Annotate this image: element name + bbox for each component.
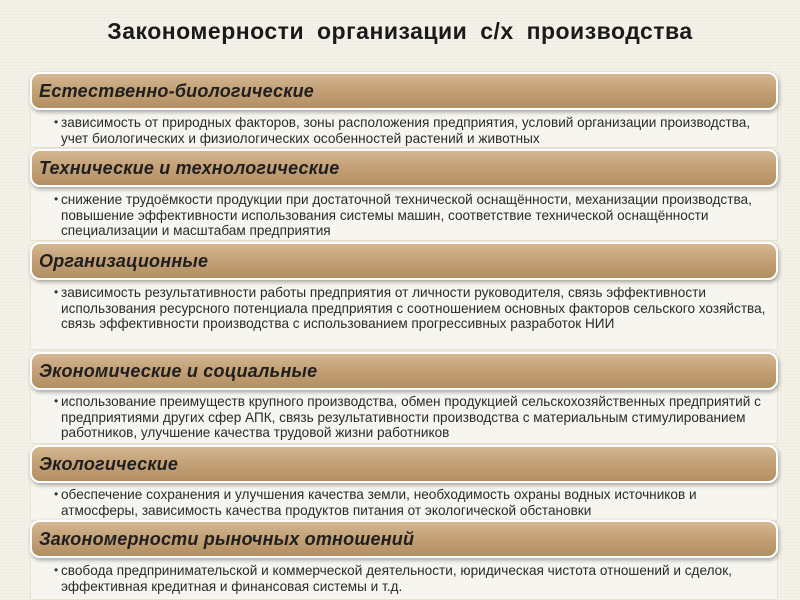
section-description-box — [30, 388, 778, 444]
section-description-box — [30, 481, 778, 521]
bullet-icon: • — [54, 563, 59, 577]
section-header-technical-technological — [30, 149, 778, 187]
section-header-ecological — [30, 445, 778, 483]
bullet-icon: • — [54, 487, 59, 501]
section-label: Закономерности рыночных отношений — [39, 529, 415, 549]
bullet-icon: • — [54, 115, 59, 129]
section-description — [31, 115, 777, 146]
bullet-icon: • — [54, 192, 59, 206]
section-header-organizational — [30, 242, 778, 280]
description-text: зависимость от природных факторов, зоны расположения предприятия, условий организации производства, учет биологических и физиологических особенностей растений и животных — [61, 115, 751, 146]
section-description — [31, 192, 777, 239]
section-label: Организационные — [39, 251, 209, 271]
description-text: обеспечение сохранения и улучшения качества земли, необходимость охраны водных источников и атмосферы, зависимость качества продуктов питания от экологической обстановки — [61, 487, 697, 518]
section-header-natural-biological — [30, 72, 778, 110]
section-header-economic-social — [30, 352, 778, 390]
bullet-icon: • — [54, 394, 59, 408]
bullet-icon: • — [54, 285, 59, 299]
section-description-box — [30, 185, 778, 241]
section-label: Экологические — [39, 454, 179, 474]
slide-title: Закономерности организации с/х производства — [107, 18, 693, 44]
description-text: снижение трудоёмкости продукции при достаточной технической оснащённости, механизации производства, повышение эффективности использования системы машин, соответствие технической оснащённости специализации и масштабам предприятия — [61, 192, 752, 238]
section-description — [31, 394, 777, 441]
section-description-box — [30, 108, 778, 148]
section-label: Экономические и социальные — [39, 361, 318, 381]
description-text: зависимость результативности работы предприятия от личности руководителя, связь эффективности использования ресурсного потенциала предприятия с соотношением основных факторов сельского хозяйства, связь эффективности производства с использованием прогрессивных разработок НИИ — [61, 285, 766, 331]
section-label: Естественно-биологические — [39, 81, 314, 101]
section-description-box — [30, 556, 778, 600]
description-text: использование преимуществ крупного производства, обмен продукцией сельскохозяйственных предприятий с предприятиями других сфер АПК, связь результативности производства с материальным стимулированием работников, улучшение качества трудовой жизни работников — [61, 394, 761, 440]
section-description-box — [30, 278, 778, 350]
section-description — [31, 285, 777, 332]
section-description — [31, 487, 777, 518]
description-text: свобода предпринимательской и коммерческой деятельности, юридическая чистота отношений и сделок, эффективная кредитная и финансовая системы и т.д. — [61, 563, 732, 594]
section-description — [31, 563, 777, 594]
section-label: Технические и технологические — [39, 158, 340, 178]
section-header-market-relations — [30, 520, 778, 558]
